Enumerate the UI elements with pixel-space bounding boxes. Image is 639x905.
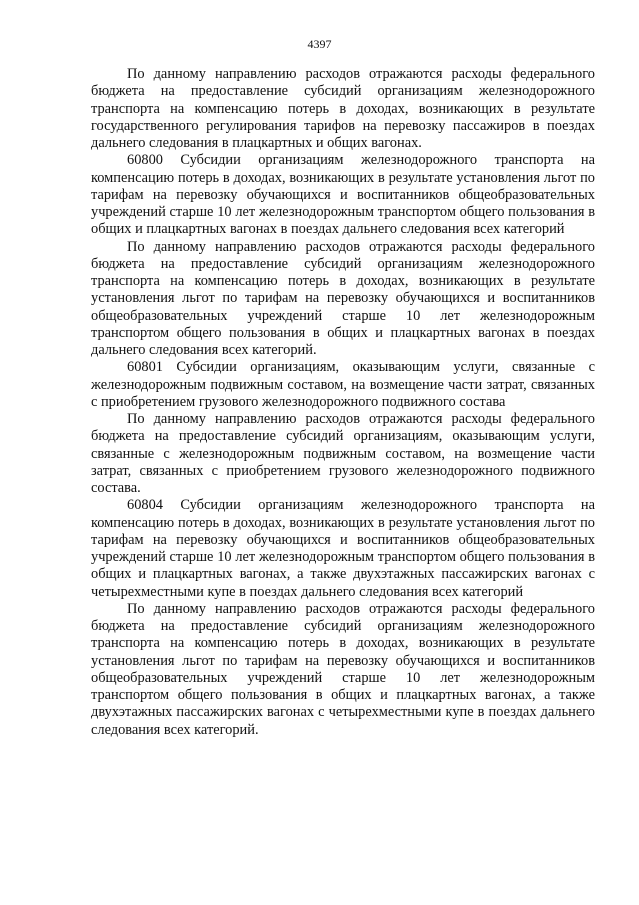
paragraph-expense-description: По данному направлению расходов отражаются расходы федерального бюджета на предоставление субсидий организациям железнодорожного транспорта на компенсацию потерь в доходах, возникающих в результате государственного регулирования тарифов на перевозку пассажиров в поездах дальнего следования в плацкартных и общих вагонах.	[91, 66, 595, 151]
page-number: 4397	[307, 37, 332, 51]
paragraph-expense-description: По данному направлению расходов отражаются расходы федерального бюджета на предоставление субсидий организациям, оказывающим услуги, связанные с железнодорожным подвижным составом, на возмещение части затрат, связанных с приобретением грузового железнодорожного подвижного состава.	[91, 411, 595, 496]
paragraph-code-60801: 60801 Субсидии организациям, оказывающим услуги, связанные с железнодорожным подвижным составом, на возмещение части затрат, связанных с приобретением грузового железнодорожного подвижного состава	[91, 359, 595, 410]
paragraph-code-60804: 60804 Субсидии организациям железнодорожного транспорта на компенсацию потерь в доходах, возникающих в результате установления льгот по тарифам на перевозку обучающихся и воспитанников общеобразовательных учреждений старше 10 лет железнодорожным транспортом общего пользования в общих и плацкартных вагонах, а также двухэтажных пассажирских вагонах с четырехместными купе в поездах дальнего следования всех категорий	[91, 497, 595, 600]
document-body	[91, 66, 595, 739]
paragraph-expense-description: По данному направлению расходов отражаются расходы федерального бюджета на предоставление субсидий организациям железнодорожного транспорта на компенсацию потерь в доходах, возникающих в результате установления льгот по тарифам на перевозку обучающихся и воспитанников общеобразовательных учреждений старше 10 лет железнодорожным транспортом общего пользования в общих и плацкартных вагонах, а также двухэтажных пассажирских вагонах с четырехместными купе в поездах дальнего следования всех категорий.	[91, 600, 595, 738]
paragraph-code-60800: 60800 Субсидии организациям железнодорожного транспорта на компенсацию потерь в доходах, возникающих в результате установления льгот по тарифам на перевозку обучающихся и воспитанников общеобразовательных учреждений старше 10 лет железнодорожным транспортом общего пользования в общих и плацкартных вагонах в поездах дальнего следования всех категорий	[91, 152, 595, 238]
paragraph-expense-description: По данному направлению расходов отражаются расходы федерального бюджета на предоставление субсидий организациям железнодорожного транспорта на компенсацию потерь в доходах, возникающих в результате установления льгот по тарифам на перевозку обучающихся и воспитанников общеобразовательных учреждений старше 10 лет железнодорожным транспортом общего пользования в общих и плацкартных вагонах в поездах дальнего следования всех категорий.	[91, 238, 595, 358]
